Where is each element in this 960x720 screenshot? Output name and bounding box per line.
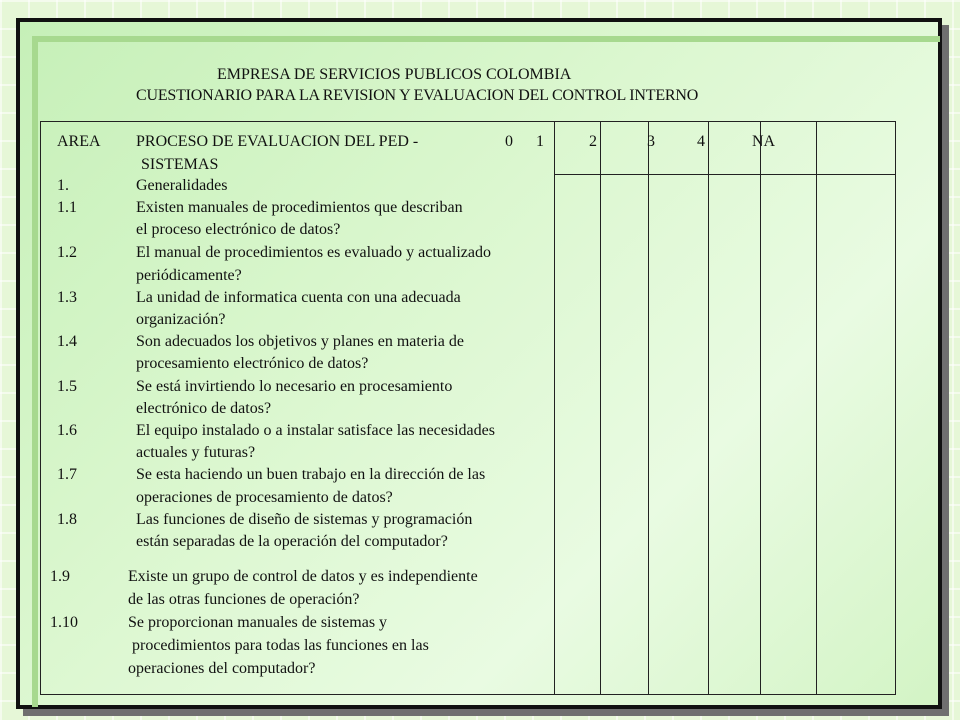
item-text: Se esta haciendo un buen trabajo en la dirección de las bbox=[136, 466, 486, 483]
score-header-2: 2 bbox=[589, 133, 597, 150]
item-number: 1.2 bbox=[57, 244, 77, 261]
item-text: actuales y futuras? bbox=[136, 444, 256, 461]
item-text: procedimientos para todas las funciones en las bbox=[128, 637, 429, 654]
table-bottom-rule bbox=[40, 694, 896, 695]
item-number: 1.10 bbox=[50, 614, 78, 631]
process-header: PROCESO DE EVALUACION DEL PED - bbox=[136, 133, 419, 150]
item-text: de las otras funciones de operación? bbox=[128, 591, 360, 608]
item-text: procesamiento electrónico de datos? bbox=[136, 355, 369, 372]
score-header-1: 1 bbox=[536, 133, 544, 150]
score-header-na: NA bbox=[752, 133, 776, 150]
table-right-rule bbox=[895, 121, 896, 695]
item-text: Son adecuados los objetivos y planes en materia de bbox=[136, 333, 464, 350]
item-text: Se proporcionan manuales de sistemas y bbox=[128, 614, 388, 631]
item-number: 1.8 bbox=[57, 511, 77, 528]
item-text: operaciones del computador? bbox=[128, 660, 316, 677]
item-number: 1.7 bbox=[57, 466, 77, 483]
item-text: Las funciones de diseño de sistemas y programación bbox=[136, 511, 473, 528]
area-header: AREA bbox=[57, 133, 101, 150]
item-number: 1.5 bbox=[57, 378, 77, 395]
item-number: 1.4 bbox=[57, 333, 77, 350]
item-number: 1.1 bbox=[57, 199, 77, 216]
item-text: El equipo instalado o a instalar satisface las necesidades bbox=[136, 422, 495, 439]
score-header-0: 0 bbox=[505, 133, 513, 150]
item-text: El manual de procedimientos es evaluado y actualizado bbox=[136, 244, 491, 261]
item-text: Se está invirtiendo lo necesario en procesamiento bbox=[136, 378, 453, 395]
score-col-divider-3 bbox=[648, 121, 649, 695]
item-text: el proceso electrónico de datos? bbox=[136, 221, 341, 238]
process-header-subtitle: SISTEMAS bbox=[141, 156, 219, 173]
score-col-divider-1 bbox=[554, 121, 555, 695]
item-text: Generalidades bbox=[136, 177, 228, 194]
score-header-3: 3 bbox=[647, 133, 655, 150]
questionnaire-title: CUESTIONARIO PARA LA REVISION Y EVALUACION DEL CONTROL INTERNO bbox=[136, 87, 699, 104]
header-divider bbox=[554, 174, 896, 175]
item-number: 1.9 bbox=[50, 568, 70, 585]
item-text: operaciones de procesamiento de datos? bbox=[136, 489, 393, 506]
score-col-divider-5 bbox=[760, 121, 761, 695]
table-top-rule bbox=[40, 121, 896, 122]
item-text: periódicamente? bbox=[136, 267, 242, 284]
item-number: 1.3 bbox=[57, 289, 77, 306]
item-text: La unidad de informatica cuenta con una adecuada bbox=[136, 289, 461, 306]
item-text: están separadas de la operación del computador? bbox=[136, 533, 448, 550]
score-col-divider-6 bbox=[816, 121, 817, 695]
item-number: 1.6 bbox=[57, 422, 77, 439]
table-left-rule bbox=[40, 121, 41, 695]
item-text: Existe un grupo de control de datos y es independiente bbox=[128, 568, 478, 585]
item-number: 1. bbox=[57, 177, 69, 194]
company-title: EMPRESA DE SERVICIOS PUBLICOS COLOMBIA bbox=[217, 66, 572, 83]
item-text: Existen manuales de procedimientos que describan bbox=[136, 199, 463, 216]
item-text: electrónico de datos? bbox=[136, 400, 272, 417]
score-col-divider-4 bbox=[708, 121, 709, 695]
score-col-divider-2 bbox=[600, 121, 601, 695]
score-header-4: 4 bbox=[697, 133, 705, 150]
item-text: organización? bbox=[136, 311, 226, 328]
